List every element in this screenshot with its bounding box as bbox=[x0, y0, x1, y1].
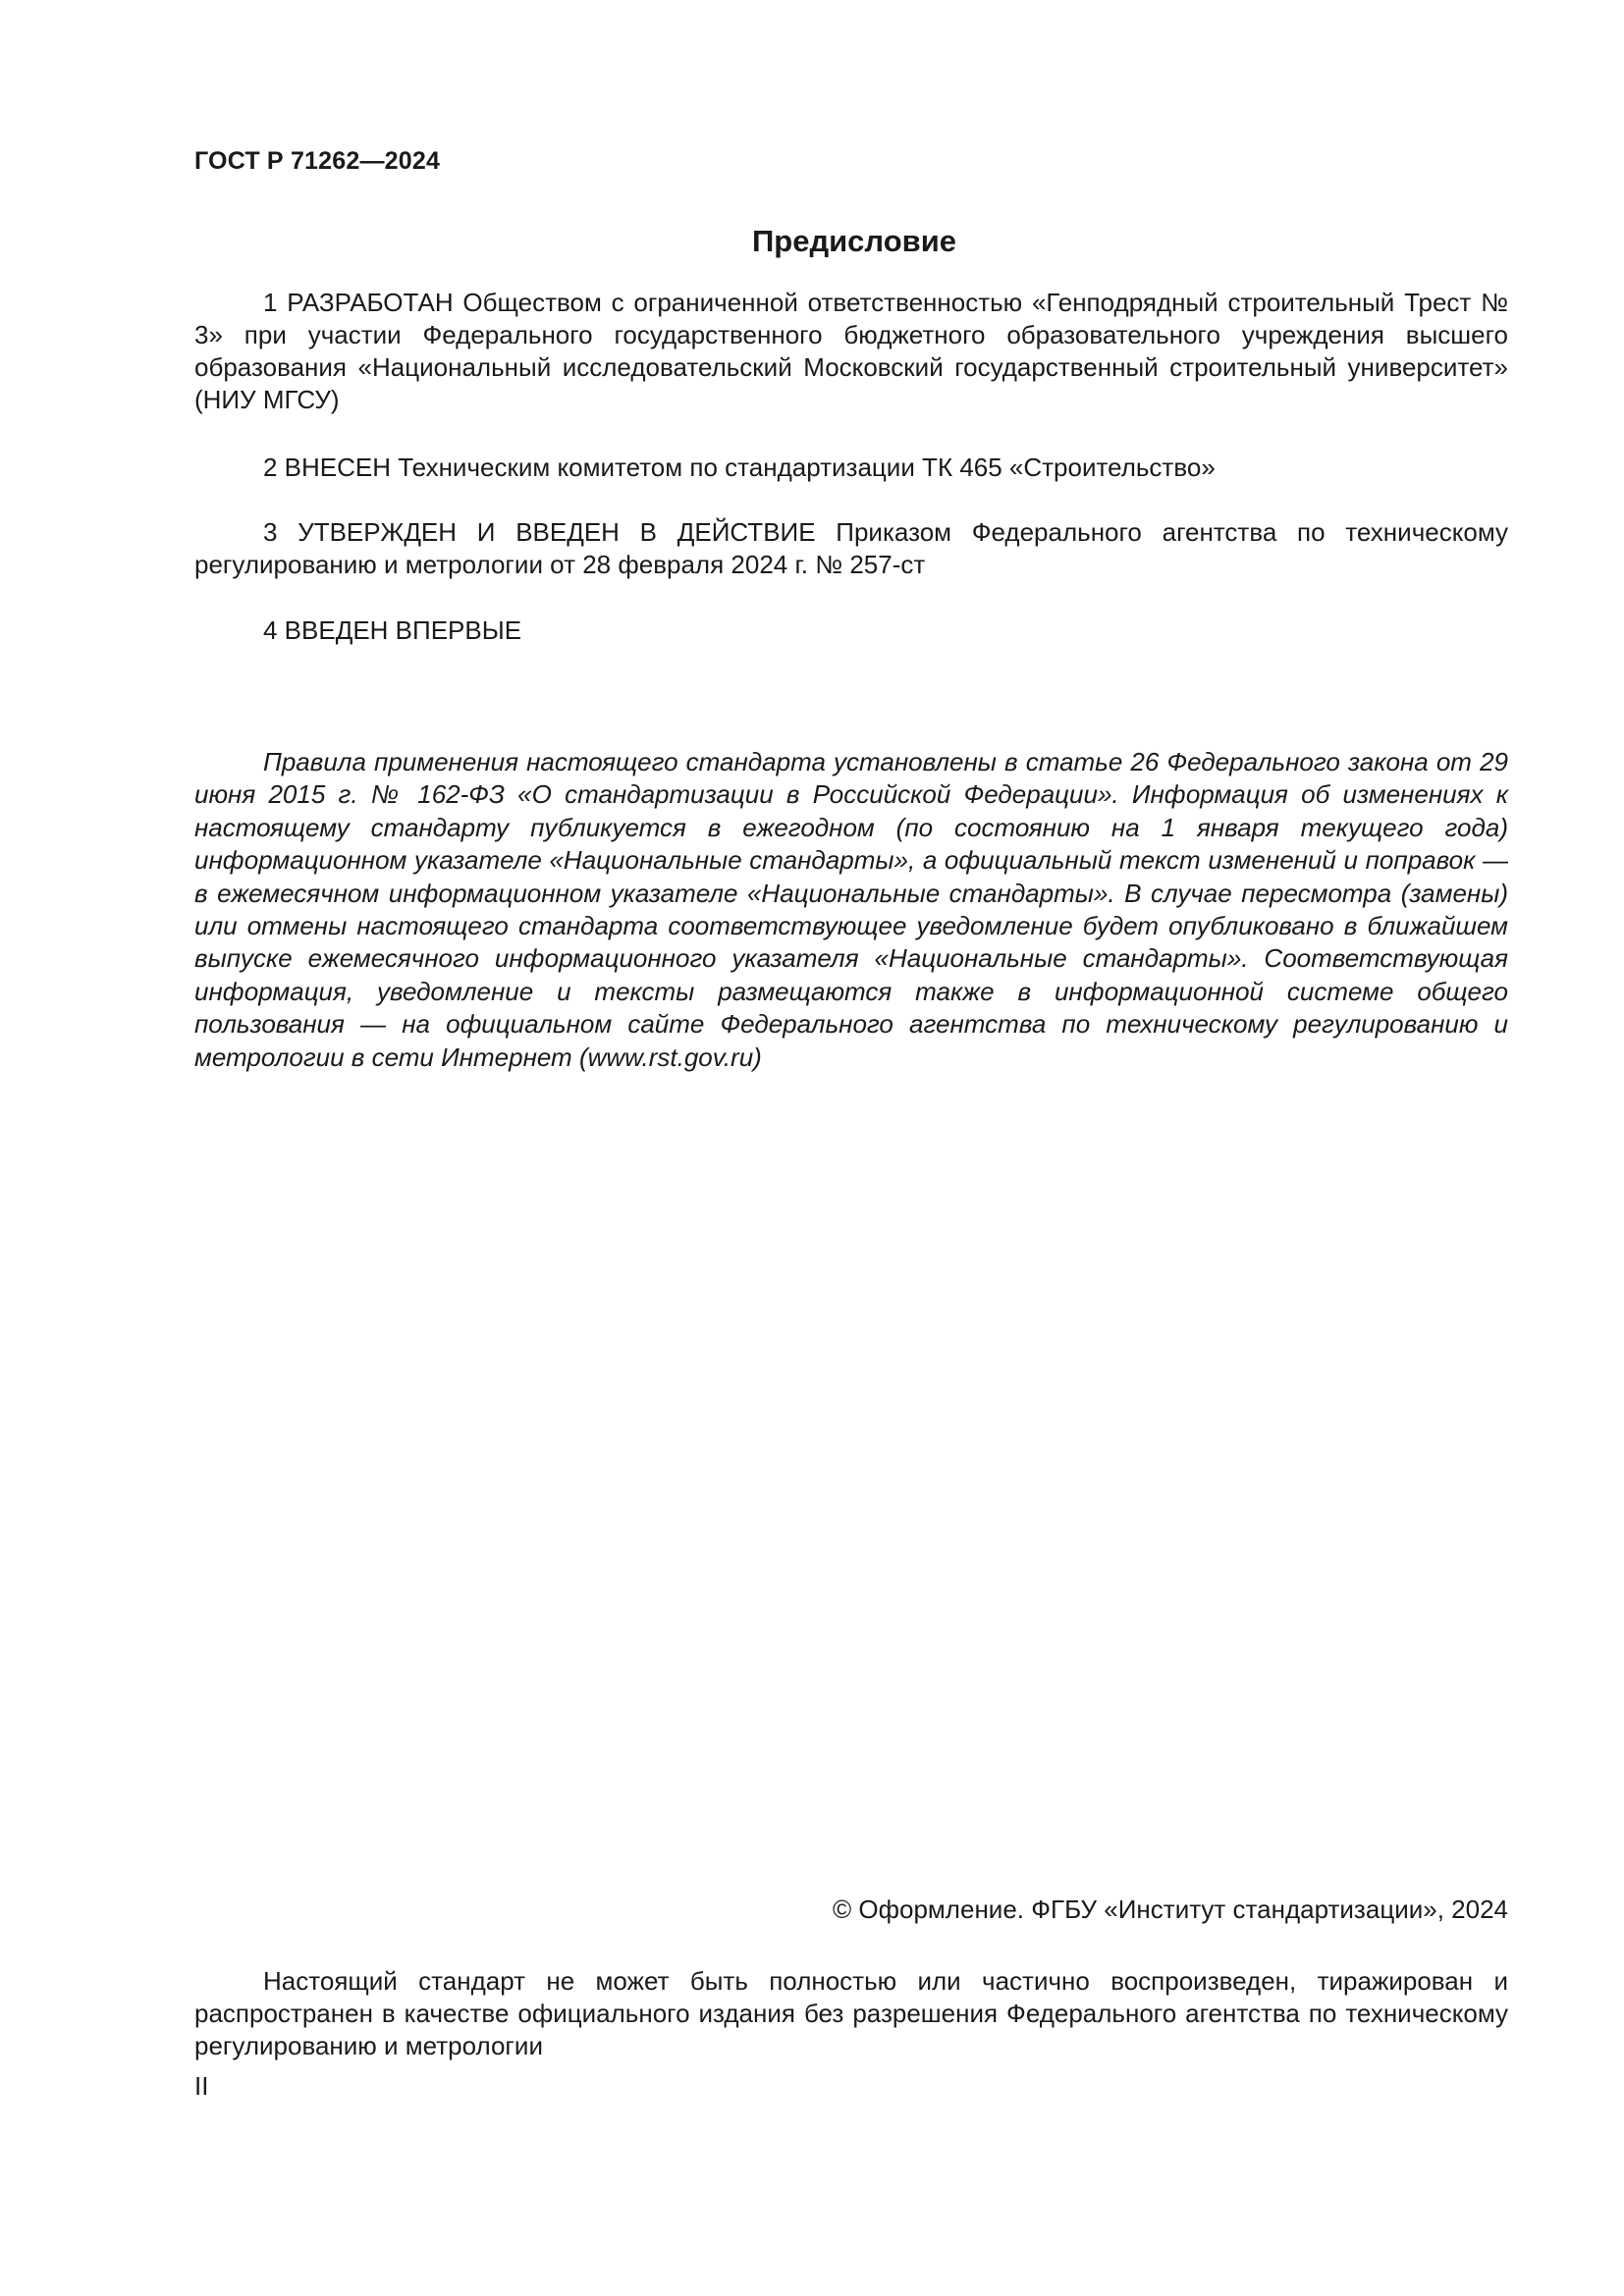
preface-item-text: 4 ВВЕДЕН ВПЕРВЫЕ bbox=[263, 615, 522, 645]
preface-item-introduced bbox=[194, 452, 1508, 484]
preface-item-text: 2 ВНЕСЕН Техническим комитетом по стандартизации ТК 465 «Строительство» bbox=[263, 453, 1216, 482]
reproduction-notice-text: Настоящий стандарт не может быть полностью или частично воспроизведен, тиражирован и распространен в качестве официального издания без разрешения Федерального агентства по техническому регулированию и метрологии bbox=[194, 1966, 1508, 2060]
rules-note bbox=[194, 746, 1508, 1074]
document-code: ГОСТ Р 71262—2024 bbox=[194, 147, 441, 175]
preface-title: Предисловие bbox=[751, 224, 956, 258]
preface-item-approved bbox=[194, 516, 1508, 581]
page-number: II bbox=[194, 2071, 209, 2101]
reproduction-notice bbox=[194, 1965, 1508, 2062]
preface-item-developed bbox=[194, 287, 1508, 416]
copyright-line: © Оформление. ФГБУ «Институт стандартизации», 2024 bbox=[833, 1895, 1508, 1924]
preface-item-text: 1 РАЗРАБОТАН Обществом с ограниченной ответственностью «Генподрядный строительный Трест № 3» при участии Федерального государственного бюджетного образовательного учреждения высшего образования «Национальный исследовательский Московский государственный строительный университет» (НИУ МГСУ) bbox=[194, 288, 1508, 414]
preface-item-first-introduced bbox=[194, 614, 1508, 647]
preface-item-text: 3 УТВЕРЖДЕН И ВВЕДЕН В ДЕЙСТВИЕ Приказом Федерального агентства по техническому регулированию и метрологии от 28 февраля 2024 г. № 257-ст bbox=[194, 517, 1508, 579]
rules-note-text: Правила применения настоящего стандарта установлены в статье 26 Федерального закона от 29 июня 2015 г. № 162-ФЗ «О стандартизации в Российской Федерации». Информация об изменениях к настоящему стандарту публикуется в ежегодном (по состоянию на 1 января текущего года) информационном указателе «Национальные стандарты», а официальный текст изменений и поправок — в ежемесячном информационном указателе «Национальные стандарты». В случае пересмотра (замены) или отмены настоящего стандарта соответствующее уведомление будет опубликовано в ближайшем выпуске ежемесячного информационного указателя «Национальные стандарты». Соответствующая информация, уведомление и тексты размещаются также в информационной системе общего пользования — на официальном сайте Федерального агентства по техническому регулированию и метрологии в сети Интернет (www.rst.gov.ru) bbox=[194, 747, 1508, 1072]
